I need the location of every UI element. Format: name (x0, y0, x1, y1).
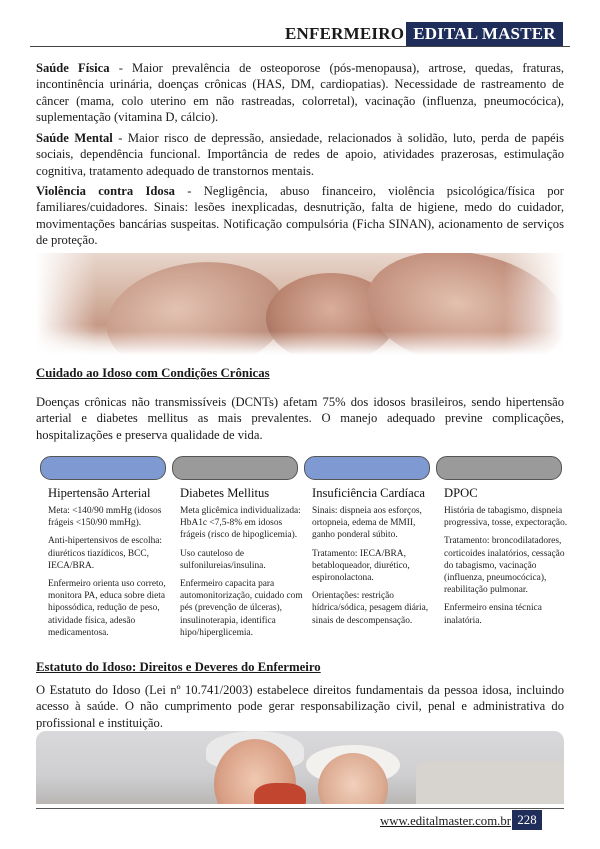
label-saude-mental: Saúde Mental (36, 131, 113, 145)
photo-elderly-couple (36, 731, 564, 804)
card-item: História de tabagismo, dispneia progressiva, tosse, expectoração. (444, 506, 568, 529)
paragraph-chronic-intro: Doenças crônicas não transmissíveis (DCNTs) afetam 75% dos idosos brasileiros, sendo hipertensão arterial e diabetes mellitus as mais prevalentes. O manejo adequado previne complicações, hospitalizações e preserva qualidade de vida. (36, 395, 564, 442)
card-pill-hipertensao (40, 456, 166, 480)
text-saude-mental: - Maior risco de depressão, ansiedade, relacionados à solidão, luto, perda de papéis sociais, dependência funcional. Importância de redes de apoio, atividades prazerosas, estimulação cognitiva, tratamento adequado de transtornos mentais. (36, 131, 564, 178)
card-dpoc (444, 486, 568, 633)
card-title: Insuficiência Cardíaca (312, 486, 425, 500)
card-title: Hipertensão Arterial (48, 486, 151, 500)
paragraph-violencia (36, 183, 564, 249)
card-item: Enfermeiro ensina técnica inalatória. (444, 603, 542, 626)
footer-website-link[interactable]: www.editalmaster.com.br (380, 814, 512, 828)
card-diabetes (180, 486, 304, 645)
section-heading-chronic-conditions: Cuidado ao Idoso com Condições Crônicas (36, 366, 270, 380)
card-insuficiencia (312, 486, 436, 633)
card-item: Enfermeiro orienta uso correto, monitora PA, educa sobre dieta hipossódica, redução de peso, atividade física, adesão medicamentosa. (48, 579, 166, 638)
paragraph-estatuto: O Estatuto do Idoso (Lei nº 10.741/2003) estabelece direitos fundamentais da pessoa idosa, incluindo acesso à saúde. O não cumprimento pode gerar responsabilização civil, penal e administrativa do profissional e instituição. (36, 683, 564, 730)
card-hipertensao (48, 486, 172, 645)
paragraph-saude-fisica (36, 60, 564, 126)
header-title-enfermeiro: ENFERMEIRO (285, 24, 405, 43)
text-violencia: - Negligência, abuso financeiro, violência psicológica/física por familiares/cuidadores. Sinais: lesões inexplicadas, desnutrição, falta de higiene, medo do cuidador, movimentações bancárias suspeitas. Notificação compulsória (Ficha SINAN), acionamento de serviços de proteção. (36, 184, 564, 248)
card-item: Meta: <140/90 mmHg (idosos frágeis <150/90 mmHg). (48, 506, 162, 529)
text-saude-fisica: - Maior prevalência de osteoporose (pós-menopausa), artrose, quedas, fraturas, incontinência urinária, doenças crônicas (HAS, DM, cardiopatias). Necessidade de rastreamento de câncer (mama, colo uterino em não rastreadas, colorretal), vacinação (influenza, pneumocócica), suplementação (vitamina D, cálcio). (36, 61, 565, 125)
section-heading-estatuto: Estatuto do Idoso: Direitos e Deveres do Enfermeiro (36, 660, 321, 674)
label-saude-fisica: Saúde Física (36, 61, 110, 75)
header-divider (30, 46, 570, 47)
card-item: Tratamento: broncodilatadores, corticoides inalatórios, cessação do tabagismo, vacinação (influenza, pneumocócica), reabilitação pulmonar. (444, 536, 565, 596)
card-item: Orientações: restrição hídrica/sódica, pesagem diária, sinais de descompensação. (312, 591, 429, 626)
header-brand-box: EDITAL MASTER (406, 22, 563, 46)
card-title: Diabetes Mellitus (180, 486, 270, 500)
photo-elderly-hands (36, 253, 564, 355)
card-pill-dpoc (436, 456, 562, 480)
paragraph-saude-mental (36, 130, 564, 179)
footer-divider (36, 808, 564, 809)
card-item: Meta glicêmica individualizada: HbA1c <7,5-8% em idosos frágeis (risco de hipoglicemia). (180, 506, 301, 541)
card-item: Enfermeiro capacita para automonitorização, cuidado com pés (prevenção de úlceras), insulinoterapia, identifica hipo/hiperglicemia. (180, 579, 303, 638)
card-pill-diabetes (172, 456, 298, 480)
label-violencia: Violência contra Idosa (36, 184, 175, 198)
card-item: Sinais: dispneia aos esforços, ortopneia, edema de MMII, ganho ponderal súbito. (312, 506, 422, 541)
card-item: Anti-hipertensivos de escolha: diuréticos tiazídicos, BCC, IECA/BRA. (48, 536, 163, 571)
card-item: Uso cauteloso de sulfonilureias/insulina. (180, 548, 266, 571)
card-pill-insuficiencia (304, 456, 430, 480)
page-number: 228 (512, 810, 542, 830)
card-item: Tratamento: IECA/BRA, betabloqueador, diurético, espironolactona. (312, 548, 410, 584)
card-title: DPOC (444, 486, 478, 500)
